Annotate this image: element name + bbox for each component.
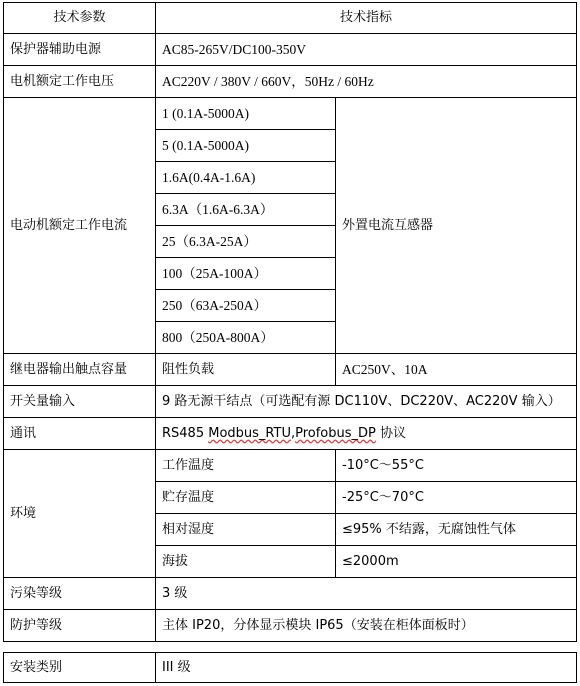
protection-label: 防护等级 [4, 610, 156, 642]
install-value: III 级 [156, 653, 577, 683]
aux-power-value: AC85-265V/DC100-350V [156, 34, 577, 66]
env-item-value: -25°C～70°C [336, 482, 577, 514]
motor-current-label: 电动机额定工作电流 [4, 98, 156, 354]
row-comm [4, 418, 577, 450]
relay-label: 继电器输出触点容量 [4, 354, 156, 386]
row-motor-current [4, 98, 577, 130]
current-range: 5 (0.1A-5000A) [156, 130, 336, 162]
comm-value [156, 418, 577, 450]
row-environment [4, 450, 577, 482]
comm-modbus: Modbus_RTU [208, 425, 291, 441]
env-item-value: -10°C～55°C [336, 450, 577, 482]
row-aux-power [4, 34, 577, 66]
pollution-label: 污染等级 [4, 578, 156, 610]
switch-input-value: 9 路无源干结点（可选配有源 DC110V、DC220V、AC220V 输入） [156, 386, 577, 418]
env-item-name: 贮存温度 [156, 482, 336, 514]
comm-suffix: 协议 [375, 425, 407, 441]
current-range: 250（63A-250A） [156, 290, 336, 322]
pollution-value: 3 级 [156, 578, 577, 610]
relay-load: 阻性负载 [156, 354, 336, 386]
comm-profibus: Profobus_DP [295, 425, 376, 441]
motor-voltage-value: AC220V / 380V / 660V，50Hz / 60Hz [156, 66, 577, 98]
protection-value: 主体 IP20，分体显示模块 IP65（安装在柜体面板时） [156, 610, 577, 642]
current-range: 1 (0.1A-5000A) [156, 98, 336, 130]
current-range: 1.6A(0.4A-1.6A) [156, 162, 336, 194]
env-item-value: ≤95% 不结露，无腐蚀性气体 [336, 514, 577, 546]
row-protection [4, 610, 577, 642]
env-item-name: 海拔 [156, 546, 336, 578]
current-range: 6.3A（1.6A-6.3A） [156, 194, 336, 226]
header-spec: 技术指标 [156, 3, 577, 34]
aux-power-label: 保护器辅助电源 [4, 34, 156, 66]
install-table [3, 652, 577, 683]
row-install [4, 653, 577, 683]
comm-prefix: RS485 [162, 425, 209, 441]
env-item-value: ≤2000m [336, 546, 577, 578]
row-motor-voltage [4, 66, 577, 98]
current-range: 25（6.3A-25A） [156, 226, 336, 258]
comm-label: 通讯 [4, 418, 156, 450]
switch-input-label: 开关量输入 [4, 386, 156, 418]
env-item-name: 相对湿度 [156, 514, 336, 546]
current-range: 100（25A-100A） [156, 258, 336, 290]
header-param: 技术参数 [4, 3, 156, 34]
environment-label: 环境 [4, 450, 156, 578]
env-item-name: 工作温度 [156, 450, 336, 482]
row-switch-input [4, 386, 577, 418]
motor-voltage-label: 电机额定工作电压 [4, 66, 156, 98]
header-row [4, 3, 577, 34]
row-pollution [4, 578, 577, 610]
ct-note: 外置电流互感器 [336, 98, 577, 354]
row-relay [4, 354, 577, 386]
install-label: 安装类别 [4, 653, 156, 683]
comm-sep: , [290, 425, 296, 441]
current-range: 800（250A-800A） [156, 322, 336, 354]
relay-value: AC250V、10A [336, 354, 577, 386]
spec-table [3, 2, 577, 642]
